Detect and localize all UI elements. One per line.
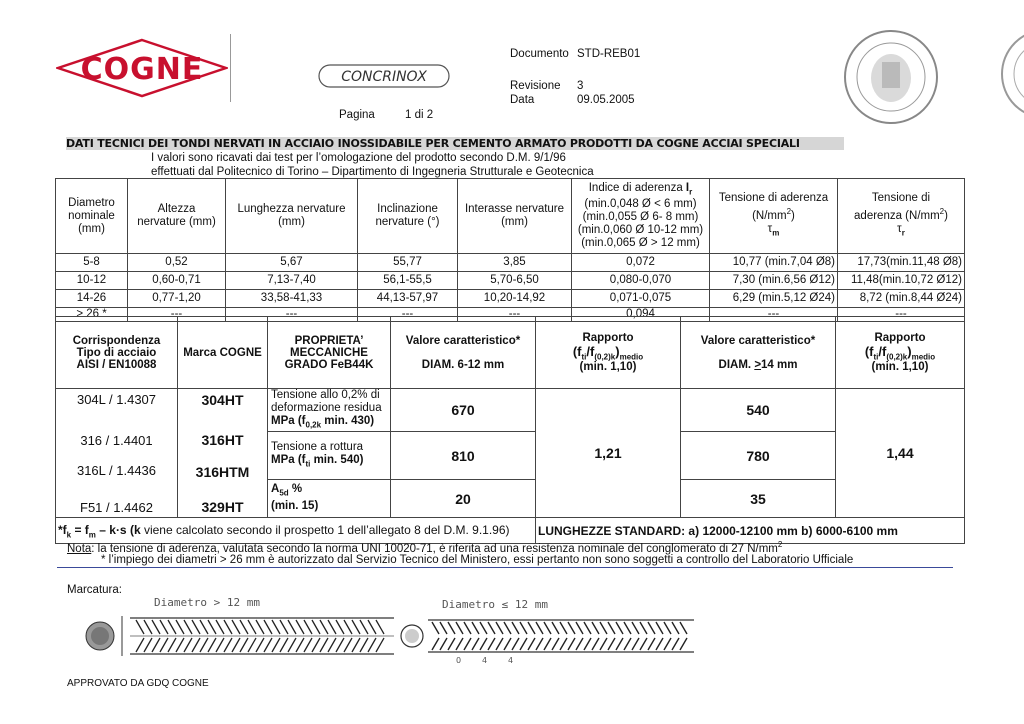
logo-divider bbox=[230, 34, 231, 102]
header-valore-14: Valore caratteristico* DIAM. >14 mm bbox=[681, 317, 836, 389]
nota-text: Nota: la tensione di aderenza, valutata secondo la norma UNI 10020-71, è riferita ad una resistenza nominale del conglomerato di 27 $N/mm^2$ bbox=[67, 540, 783, 555]
document-title: DATI TECNICI DEI TONDI NERVATI IN ACCIAIO INOSSIDABILE PER CEMENTO ARMATO PRODOTTI DA COGNE ACCIAI SPECIALI bbox=[66, 137, 844, 150]
valore-allungamento-14: 35 bbox=[681, 480, 836, 518]
header-rapporto-14: Rapporto $(f_{ti}/f_{(0,2)k})_{medio}$ (min. 1,10) bbox=[836, 317, 965, 389]
cell: --- bbox=[226, 308, 358, 322]
mechanical-row bbox=[56, 432, 965, 480]
data-label: Data bbox=[510, 94, 535, 106]
revisione-value: 3 bbox=[577, 80, 584, 92]
header-altezza: Altezza nervature (mm) bbox=[128, 179, 226, 254]
marcatura-caption-large: Diametro > 12 mm bbox=[154, 596, 260, 609]
header-proprieta: PROPRIETA’ MECCANICHE GRADO FeB44K bbox=[268, 317, 391, 389]
scale-mark-0: 0 bbox=[456, 656, 462, 665]
cell: 0,60-0,71 bbox=[128, 272, 226, 290]
rebar-marking-small-diagram bbox=[398, 612, 698, 666]
header-tensione-m: Tensione di aderenza $(N/mm^2)$ $\tau_m$ bbox=[710, 179, 838, 254]
header-valore-6-12: Valore caratteristico* DIAM. 6-12 mm bbox=[391, 317, 536, 389]
cell: 8,72 (min.8,44 Ø24) bbox=[838, 290, 965, 308]
scale-mark-4a: 4 bbox=[482, 656, 488, 665]
marca-cell: 329HT bbox=[178, 480, 268, 518]
pagina-value: 1 di 2 bbox=[405, 109, 434, 121]
valore-rottura-14: 780 bbox=[681, 432, 836, 480]
subtitle-politecnico: effettuati dal Politecnico di Torino – Dipartimento di Ingegneria Strutturale e Geotecnica bbox=[151, 166, 594, 178]
mechanical-table bbox=[55, 316, 965, 544]
cell: 0,071-0,075 bbox=[572, 290, 710, 308]
valore-snervamento-14: 540 bbox=[681, 389, 836, 432]
header-diametro: Diametro nominale (mm) bbox=[56, 179, 128, 254]
valore-allungamento-6-12: 20 bbox=[391, 480, 536, 518]
lunghezze-standard: LUNGHEZZE STANDARD: a) 12000-12100 mm b) 6000-6100 mm bbox=[536, 518, 965, 544]
cell: --- bbox=[358, 308, 458, 322]
cell: 10-12 bbox=[56, 272, 128, 290]
cell: 17,73(min.11,48 Ø8) bbox=[838, 254, 965, 272]
table-row bbox=[56, 254, 965, 272]
header-indice: Indice di aderenza $I_r$ (min.0,048 Ø < 6 mm) (min.0,055 Ø 6- 8 mm) (min.0,060 Ø 10-12 mm) (min.0,065 Ø > 12 mm) bbox=[572, 179, 710, 254]
cell: 14-26 bbox=[56, 290, 128, 308]
prop-allungamento: $A_{5d}$ % (min. 15) bbox=[268, 480, 391, 518]
fk-formula: $*f_k = f_m - k\cdot s$ (k viene calcolato secondo il prospetto 1 dell’allegato 8 del D.M. 9.1.96) bbox=[56, 518, 536, 544]
mechanical-row bbox=[56, 480, 965, 518]
data-value: 09.05.2005 bbox=[577, 94, 635, 106]
subtitle-omologazione: I valori sono ricavati dai test per l’omologazione del prodotto secondo D.M. 9/1/96 bbox=[151, 152, 566, 164]
cogne-logo-text: COGNE bbox=[80, 52, 204, 87]
geometry-header-row bbox=[56, 179, 965, 254]
scale-mark-4b: 4 bbox=[508, 656, 514, 665]
politecnico-seal-partial bbox=[1000, 24, 1024, 124]
marcatura-caption-small: Diametro ≤ 12 mm bbox=[442, 598, 548, 611]
cell: 10,20-14,92 bbox=[458, 290, 572, 308]
revisione-label: Revisione bbox=[510, 80, 561, 92]
cell: --- bbox=[458, 308, 572, 322]
approvato-footer: APPROVATO DA GDQ COGNE bbox=[67, 678, 209, 689]
marca-cell: 316HT 316HTM bbox=[178, 432, 268, 480]
cell: 5,67 bbox=[226, 254, 358, 272]
geometry-table bbox=[55, 178, 965, 322]
prop-tensione-snervamento: Tensione allo 0,2% di deformazione residua MPa ($f_{0,2k}$ min. 430) bbox=[268, 389, 391, 432]
cell: 0,77-1,20 bbox=[128, 290, 226, 308]
mechanical-row bbox=[56, 389, 965, 432]
header-rapporto-6-12: Rapporto $(f_{ti}/f_{(0,2)k})_{medio}$ (min. 1,10) bbox=[536, 317, 681, 389]
cell: 55,77 bbox=[358, 254, 458, 272]
cell: --- bbox=[128, 308, 226, 322]
rapporto-14: 1,44 bbox=[836, 389, 965, 518]
cell: 56,1-55,5 bbox=[358, 272, 458, 290]
cell: 7,13-7,40 bbox=[226, 272, 358, 290]
table-row bbox=[56, 272, 965, 290]
documento-label: Documento bbox=[510, 48, 569, 60]
politecnico-seal bbox=[842, 28, 940, 126]
cell: 0,52 bbox=[128, 254, 226, 272]
valore-snervamento-6-12: 670 bbox=[391, 389, 536, 432]
cell: 11,48(min.10,72 Ø12) bbox=[838, 272, 965, 290]
cell: 5-8 bbox=[56, 254, 128, 272]
prop-tensione-rottura: Tensione a rottura MPa ($f_{ti}$ min. 540) bbox=[268, 432, 391, 480]
concrinox-logo-text: CONCRINOX bbox=[341, 69, 427, 85]
concrinox-logo bbox=[318, 64, 456, 88]
aisi-cell: F51 / 1.4462 bbox=[56, 480, 178, 518]
cell: --- bbox=[710, 308, 838, 322]
divider-line bbox=[57, 567, 953, 568]
valore-rottura-6-12: 810 bbox=[391, 432, 536, 480]
header-interasse: Interasse nervature (mm) bbox=[458, 179, 572, 254]
cell: 0,080-0,070 bbox=[572, 272, 710, 290]
cell: --- bbox=[838, 308, 965, 322]
header-marca: Marca COGNE bbox=[178, 317, 268, 389]
table-row bbox=[56, 290, 965, 308]
cell: 3,85 bbox=[458, 254, 572, 272]
mechanical-header-row bbox=[56, 317, 965, 389]
aisi-cell: 304L / 1.4307 bbox=[56, 389, 178, 432]
header-tensione-r: Tensione di aderenza $(N/mm^2)$ $\tau_r$ bbox=[838, 179, 965, 254]
cell: 0,072 bbox=[572, 254, 710, 272]
header-corrispondenza: Corrispondenza Tipo di acciaio AISI / EN10088 bbox=[56, 317, 178, 389]
cell: 5,70-6,50 bbox=[458, 272, 572, 290]
rebar-marking-large-diagram bbox=[78, 610, 398, 662]
cell: > 26 * bbox=[56, 308, 128, 322]
pagina-label: Pagina bbox=[339, 109, 375, 121]
cell: 33,58-41,33 bbox=[226, 290, 358, 308]
marcatura-label: Marcatura: bbox=[67, 584, 122, 596]
documento-value: STD-REB01 bbox=[577, 48, 641, 60]
cogne-logo bbox=[56, 38, 228, 98]
header-inclinazione: Inclinazione nervature (°) bbox=[358, 179, 458, 254]
cell: 7,30 (min.6,56 Ø12) bbox=[710, 272, 838, 290]
header-lunghezza: Lunghezza nervature (mm) bbox=[226, 179, 358, 254]
cell: 0,094 bbox=[572, 308, 710, 322]
cell: 44,13-57,97 bbox=[358, 290, 458, 308]
aisi-cell: 316 / 1.4401 316L / 1.4436 bbox=[56, 432, 178, 480]
cell: 10,77 (min.7,04 Ø8) bbox=[710, 254, 838, 272]
rapporto-6-12: 1,21 bbox=[536, 389, 681, 518]
marca-cell: 304HT bbox=[178, 389, 268, 432]
cell: 6,29 (min.5,12 Ø24) bbox=[710, 290, 838, 308]
nota-diametri: * l’impiego dei diametri > 26 mm è autorizzato dal Servizio Tecnico del Ministero, essi pertanto non sono soggetti a controllo del Laboratorio Ufficiale bbox=[101, 554, 854, 566]
